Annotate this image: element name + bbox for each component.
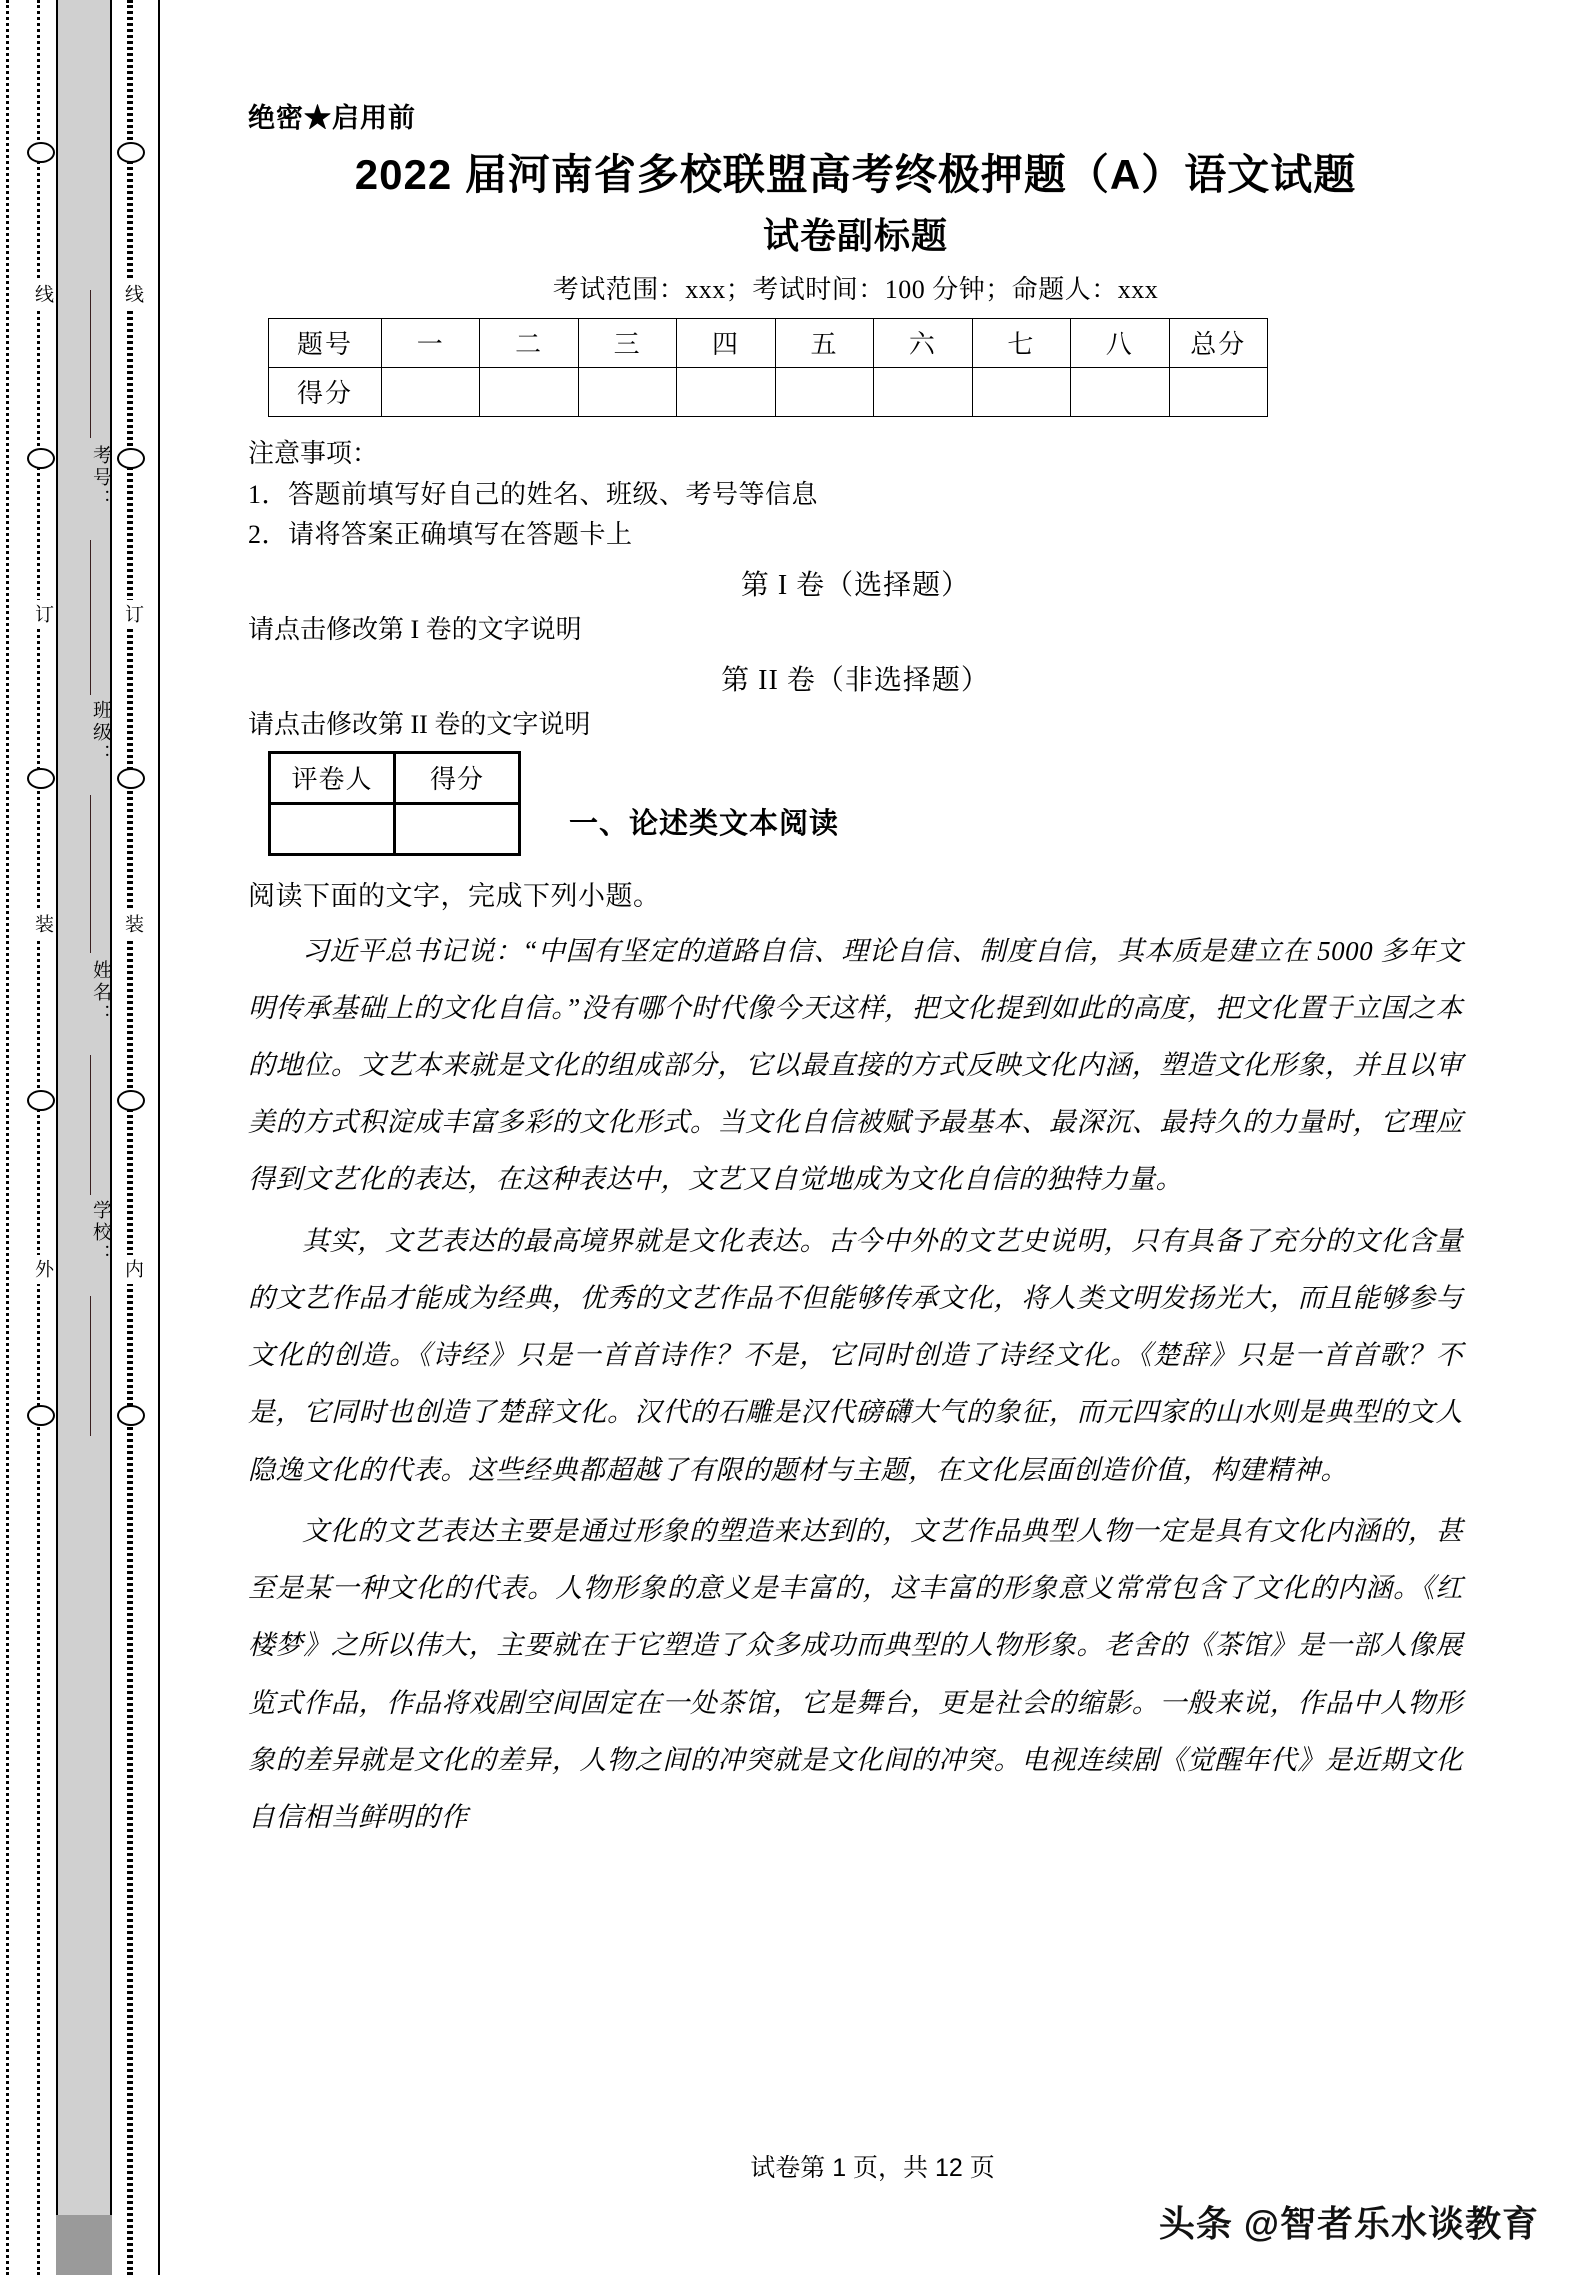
table-row-grader-values <box>270 803 520 854</box>
seal-circle-outer-1 <box>27 142 55 163</box>
seal-mark-inner-ding: 订 <box>112 600 146 629</box>
score-table-col-8: 八 <box>1071 318 1169 367</box>
score-cell-5[interactable] <box>775 367 873 416</box>
paper-frame <box>158 0 1587 2275</box>
seal-column-outer <box>22 0 56 2275</box>
seal-field-xuexiao[interactable]: 学校： <box>90 1200 111 1266</box>
score-cell-1[interactable] <box>382 367 480 416</box>
table-row-grader-header <box>270 752 520 803</box>
grader-score-box <box>268 751 521 856</box>
score-table-col-7: 七 <box>972 318 1070 367</box>
seal-mark-inner-zhuang: 装 <box>112 910 146 939</box>
seal-field-kaohao[interactable]: 考号： <box>90 445 111 511</box>
score-cell-2[interactable] <box>480 367 578 416</box>
score-cell-6[interactable] <box>874 367 972 416</box>
secret-label: 绝密★启用前 <box>248 103 416 133</box>
grader-row <box>248 751 1463 856</box>
score-cell-4[interactable] <box>677 367 775 416</box>
volume-2-heading: 第 II 卷（非选择题） <box>721 664 990 696</box>
seal-field-xingming[interactable]: 姓名： <box>90 960 111 1026</box>
watermark-text: 头条 @智者乐水谈教育 <box>1158 2203 1539 2244</box>
seal-field-banji[interactable]: 班级： <box>90 700 111 766</box>
score-cell-7[interactable] <box>972 367 1070 416</box>
grader-value-pingjuanren[interactable] <box>270 803 395 854</box>
score-cell-3[interactable] <box>578 367 676 416</box>
seal-rule-banji <box>90 540 91 695</box>
seal-rule-tail <box>90 1296 91 1436</box>
seal-circle-inner-5 <box>117 1405 145 1426</box>
score-table-col-5: 五 <box>775 318 873 367</box>
seal-dotted-line-outer <box>37 0 40 2275</box>
notice-item-2: 2．请将答案正确填写在答题卡上 <box>248 519 633 549</box>
seal-column-inner <box>112 0 146 2275</box>
grader-header-pingjuanren: 评卷人 <box>270 752 395 803</box>
table-row-scores <box>269 367 1268 416</box>
seal-circle-outer-4 <box>27 1090 55 1111</box>
page-title: 2022 届河南省多校联盟高考终极押题（A）语文试题 <box>354 151 1357 198</box>
score-table-col-1: 一 <box>382 318 480 367</box>
seal-dotted-line-inner <box>127 0 130 2275</box>
seal-rule-xingming <box>90 795 91 953</box>
seal-circle-inner-3 <box>117 768 145 789</box>
volume-2-note[interactable]: 请点击修改第 II 卷的文字说明 <box>248 709 591 739</box>
reading-prompt: 阅读下面的文字，完成下列小题。 <box>248 880 661 911</box>
seal-mark-outer-wai: 外 <box>22 1255 56 1284</box>
seal-mark-outer-zhuang: 装 <box>22 910 56 939</box>
score-summary-table <box>268 318 1268 417</box>
seal-rule-xuexiao <box>90 1055 91 1195</box>
passage-paragraph-3: 文化的文艺表达主要是通过形象的塑造来达到的，文艺作品典型人物一定是具有文化内涵的，甚至是某一种文化的代表。人物形象的意义是丰富的，这丰富的形象意义常常包含了文化的内涵。《红楼梦》之所以伟大，主要就在于它塑造了众多成功而典型的人物形象。老舍的《茶馆》是一部人像展览式作品，作品将戏剧空间固定在一处茶馆，它是舞台，更是社会的缩影。一般来说，作品中人物形象的差异就是文化的差异，人物之间的冲突就是文化间的冲突。电视连续剧《觉醒年代》是近期文化自信相当鲜明的作 <box>248 1515 1463 1833</box>
seal-circle-outer-3 <box>27 768 55 789</box>
seal-mark-inner-line: 线 <box>112 280 146 309</box>
seal-mark-outer-line: 线 <box>22 280 56 309</box>
seal-circle-inner-4 <box>117 1090 145 1111</box>
score-cell-8[interactable] <box>1071 367 1169 416</box>
score-cell-total[interactable] <box>1169 367 1268 416</box>
notice-heading: 注意事项： <box>248 438 379 468</box>
exam-meta-line: 考试范围：xxx；考试时间：100 分钟；命题人：xxx <box>552 274 1159 304</box>
score-table-col-3: 三 <box>578 318 676 367</box>
paper-content <box>248 96 1463 1850</box>
seal-mark-outer-ding: 订 <box>22 600 56 629</box>
seal-column-info <box>56 0 112 2275</box>
seal-dotted-line-far-left <box>6 0 9 2275</box>
seal-circle-inner-2 <box>117 448 145 469</box>
notice-item-1: 1．答题前填写好自己的姓名、班级、考号等信息 <box>248 479 819 509</box>
score-table-col-6: 六 <box>874 318 972 367</box>
seal-circle-inner-1 <box>117 142 145 163</box>
score-table-row-label-tihao: 题号 <box>269 318 382 367</box>
volume-1-note[interactable]: 请点击修改第 I 卷的文字说明 <box>248 614 582 644</box>
volume-1-heading: 第 I 卷（选择题） <box>740 569 971 601</box>
section-title: 一、论述类文本阅读 <box>569 807 840 840</box>
score-table-row-label-defen: 得分 <box>269 367 382 416</box>
score-table-col-total: 总分 <box>1169 318 1268 367</box>
seal-circle-outer-5 <box>27 1405 55 1426</box>
grader-value-defen[interactable] <box>395 803 520 854</box>
passage-paragraph-2: 其实，文艺表达的最高境界就是文化表达。古今中外的文艺史说明，只有具备了充分的文化含量的文艺作品才能成为经典，优秀的文艺作品不但能够传承文化，将人类文明发扬光大，而且能够参与文化的创造。《诗经》只是一首首诗作？不是，它同时创造了诗经文化。《楚辞》只是一首首歌？不是，它同时也创造了楚辞文化。汉代的石雕是汉代磅礴大气的象征，而元四家的山水则是典型的文人隐逸文化的代表。这些经典都超越了有限的题材与主题，在文化层面创造价值，构建精神。 <box>248 1225 1463 1485</box>
seal-circle-outer-2 <box>27 448 55 469</box>
score-table-col-4: 四 <box>677 318 775 367</box>
seal-rule-kaohao <box>90 290 91 438</box>
score-table-col-2: 二 <box>480 318 578 367</box>
binding-sidebar <box>0 0 160 2275</box>
page-footer: 试卷第 1 页，共 12 页 <box>750 2154 995 2182</box>
seal-mark-inner-nei: 内 <box>112 1255 146 1284</box>
table-row-question-numbers <box>269 318 1268 367</box>
grader-header-defen: 得分 <box>395 752 520 803</box>
passage-paragraph-1: 习近平总书记说：“中国有坚定的道路自信、理论自信、制度自信，其本质是建立在 5000 多年文明传承基础上的文化自信。”没有哪个时代像今天这样，把文化提到如此的高度，把文化置于立国之本的地位。文艺本来就是文化的组成部分，它以最直接的方式反映文化内涵，塑造文化形象，并且以审美的方式积淀成丰富多彩的文化形式。当文化自信被赋予最基本、最深沉、最持久的力量时，它理应得到文艺化的表达，在这种表达中，文艺又自觉地成为文化自信的独特力量。 <box>248 935 1463 1195</box>
seal-band-cap-bottom <box>56 2215 112 2275</box>
page-subtitle[interactable]: 试卷副标题 <box>762 214 948 256</box>
